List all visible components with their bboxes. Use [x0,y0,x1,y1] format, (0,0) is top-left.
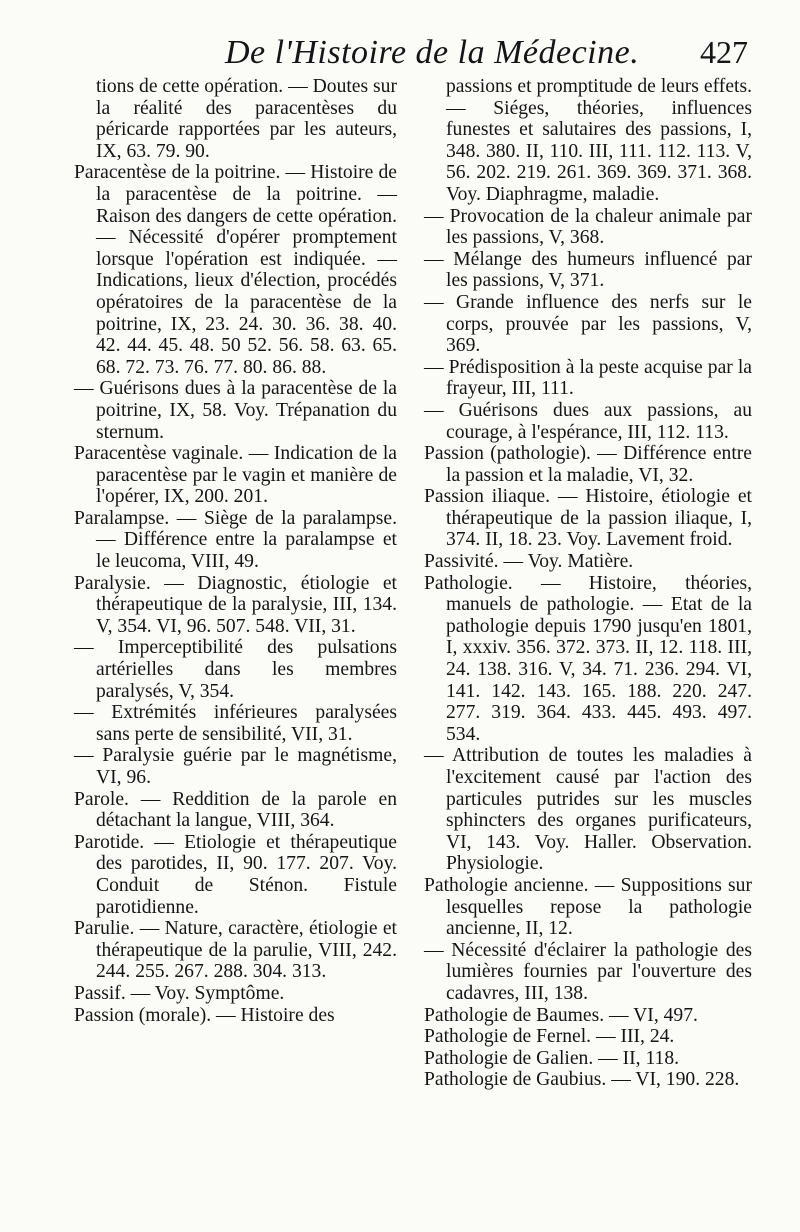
index-entry: Paralampse. — Siège de la paralampse. — Différence entre la paralampse et le leucoma, VIII, 49. [74,507,397,573]
page-number: 427 [700,34,748,70]
index-entry: Pathologie de Galien. — II, 118. [424,1047,680,1069]
index-entry: Passivité. — Voy. Matière. [424,551,634,573]
index-entry: — Guérisons dues à la paracentèse de la poitrine, IX, 58. Voy. Trépanation du sternum. [74,378,397,443]
index-entry: Paracentèse vaginale. — Indication de la paracentèse par le vagin et manière de l'opérer, IX, 200. 201. [74,443,397,508]
index-entry: Passion (morale). — Histoire des [74,1004,335,1026]
index-entry: — Guérisons dues aux passions, au courage, à l'espérance, III, 112. 113. [424,399,752,443]
running-title: De l'Histoire de la Médecine. [225,34,640,71]
index-entry: Paracentèse de la poitrine. — Histoire de la paracentèse de la poitrine. — Raison des dangers de cette opération. — Nécessité d'opérer promptement lorsque l'opération est indiquée. — Indications, lieux d'élection, procédés opératoires de la paracentèse de la poitrine, IX, 23. 24. 30. 36. 38. 40. 42. 44. 45. 48. 50 52. 56. 58. 63. 65. 68. 72. 73. 76. 77. 80. 86. 88. [74,162,397,378]
index-entry: Pathologie de Gaubius. — VI, 190. 228. [424,1069,740,1091]
index-entry: Pathologie. — Histoire, théories, manuels de pathologie. — Etat de la pathologie depuis 1790 jusqu'en 1801, I, xxxiv. 356. 372. 373. II, 12. 118. III, 24. 138. 316. V, 34. 71. 236. 294. VI, 141. 142. 143. 165. 188. 220. 247. 277. 319. 364. 433. 445. 493. 497. 534. [424,572,752,745]
index-entry: Passion (pathologie). — Différence entre la passion et la maladie, VI, 32. [424,443,752,486]
index-entry: — Extrémités inférieures paralysées sans perte de sensibilité, VII, 31. [74,702,397,745]
index-entry: — Provocation de la chaleur animale par les passions, V, 368. [424,205,752,249]
index-entry: tions de cette opération. — Doutes sur la réalité des paracentèses du péricarde rapportées par les auteurs, IX, 63. 79. 90. [96,76,397,162]
index-entry: — Paralysie guérie par le magnétisme, VI, 96. [74,745,397,788]
index-entry: Pathologie ancienne. — Suppositions sur lesquelles repose la pathologie ancienne, II, 12. [424,874,752,940]
index-entry: — Attribution de toutes les maladies à l'excitement causé par l'action des particules putrides sur les muscles sphincters des organes purificateurs, VI, 143. Voy. Haller. Observation. Physiologie. [424,745,752,875]
index-entry: — Nécessité d'éclairer la pathologie des lumières fournies par l'ouverture des cadavres, III, 138. [424,939,752,1004]
index-entry: — Grande influence des nerfs sur le corps, prouvée par les passions, V, 369. [424,291,752,357]
index-entry: Passif. — Voy. Symptôme. [74,982,285,1004]
index-entry: Pathologie de Baumes. — VI, 497. [424,1004,698,1026]
index-entry: Parole. — Reddition de la parole en détachant la langue, VIII, 364. [74,788,397,832]
right-column [424,76,752,1091]
index-entry: Parotide. — Etiologie et thérapeutique des parotides, II, 90. 177. 207. Voy. Conduit de Sténon. Fistule parotidienne. [74,831,397,918]
running-header [0,34,800,78]
index-entry: Passion iliaque. — Histoire, étiologie et thérapeutique de la passion iliaque, I, 374. II, 18. 23. Voy. Lavement froid. [424,486,752,551]
left-column [74,76,397,1026]
index-entry: Parulie. — Nature, caractère, étiologie et thérapeutique de la parulie, VIII, 242. 244. 255. 267. 288. 304. 313. [74,918,397,983]
index-entry: passions et promptitude de leurs effets. — Siéges, théories, influences funestes et salutaires des passions, I, 348. 380. II, 110. III, 111. 112. 113. V, 56. 202. 219. 261. 369. 369. 371. 368. Voy. Diaphragme, maladie. [446,76,752,205]
index-entry: — Prédisposition à la peste acquise par la frayeur, III, 111. [424,356,752,400]
index-entry: — Mélange des humeurs influencé par les passions, V, 371. [424,248,752,292]
index-entry: Paralysie. — Diagnostic, étiologie et thérapeutique de la paralysie, III, 134. V, 354. VI, 96. 507. 548. VII, 31. [74,572,397,637]
index-entry: — Imperceptibilité des pulsations artérielles dans les membres paralysés, V, 354. [74,637,397,702]
index-entry: Pathologie de Fernel. — III, 24. [424,1026,675,1048]
